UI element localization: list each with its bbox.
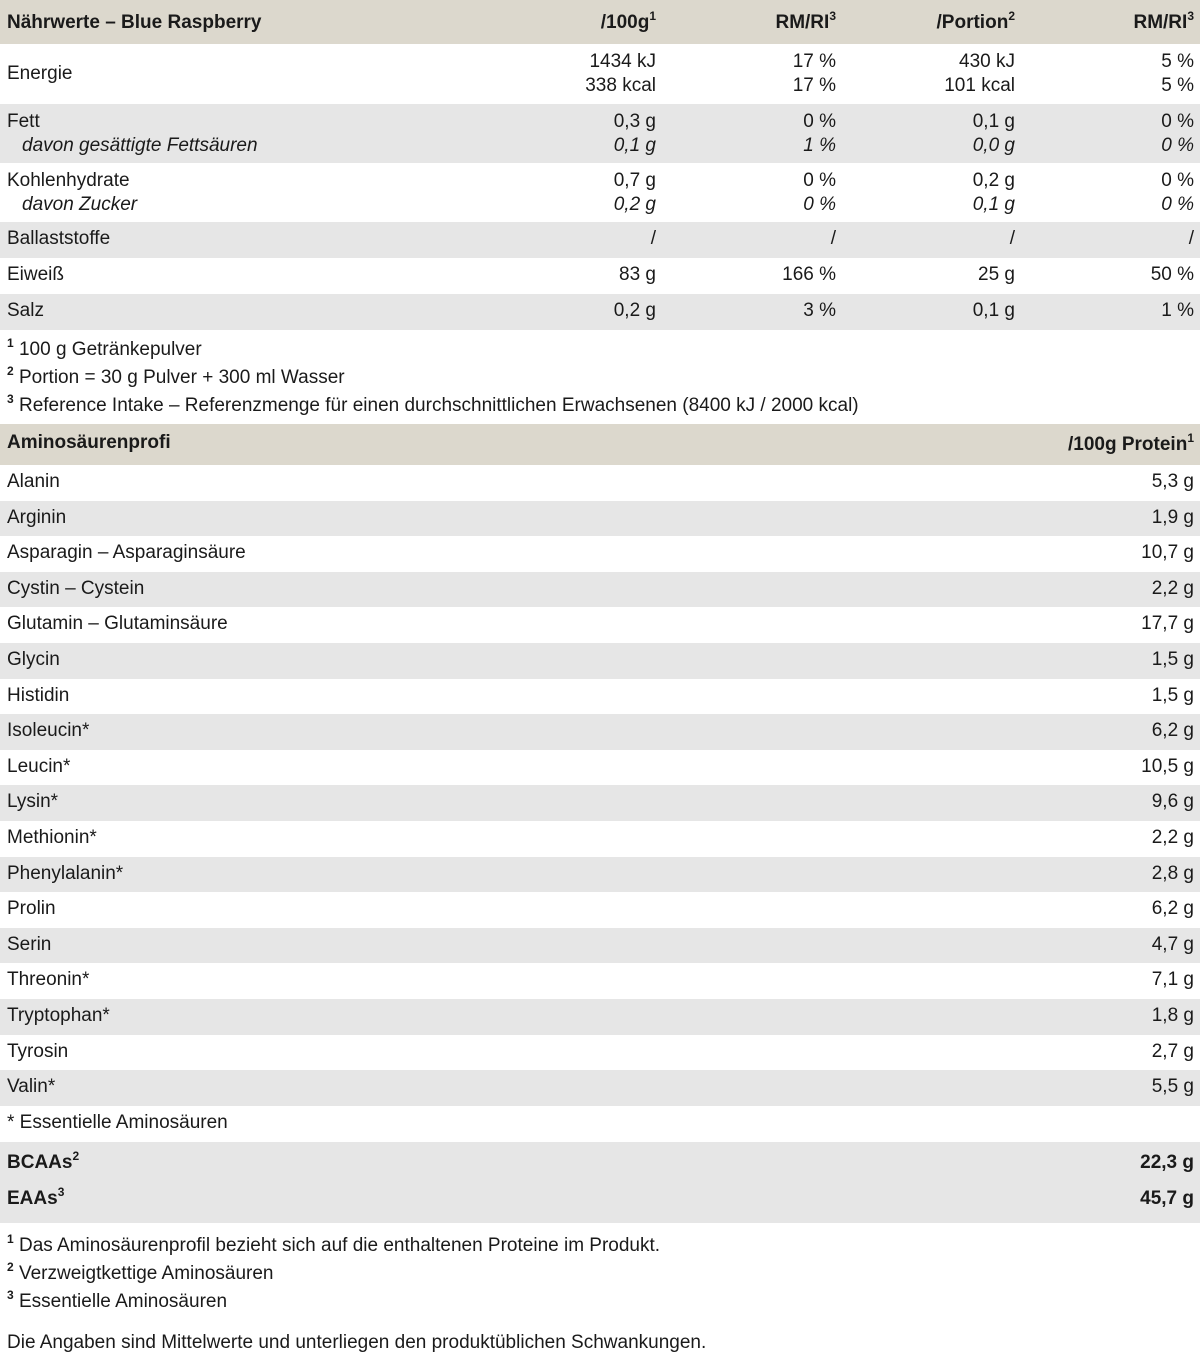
bcaa-row — [0, 1142, 1200, 1182]
amino-name: Leucin* — [7, 755, 71, 777]
eaa-label: EAAs$^3$ — [7, 1184, 65, 1209]
salt-value-portion: 0,1 g — [972, 300, 1015, 321]
col-rmri-portion: $RM/RI^3$ — [1133, 9, 1194, 33]
amino-footnote-3: $^3$ Essentielle Aminosäuren — [7, 1287, 228, 1312]
amino-footnote-1: $^1$ Das Aminosäurenprofil bezieht sich auf die enthaltenen Proteine im Produkt. — [7, 1231, 661, 1256]
amino-value: 2,7 g — [1151, 1040, 1194, 1062]
amino-footnotes — [0, 1223, 1200, 1314]
salt-rmri-100g: 3 % — [803, 300, 836, 321]
amino-value: 9,6 g — [1151, 791, 1194, 813]
protein-rmri-portion: 50 % — [1150, 264, 1194, 285]
amino-row — [0, 501, 1200, 537]
salt-value-100g: 0,2 g — [613, 300, 656, 321]
fiber-value-100g: / — [650, 228, 656, 249]
carbs-value-portion: 0,2 g 0,1 g — [972, 170, 1015, 215]
energy-rmri-100g: 17 % 17 % — [792, 51, 836, 96]
bcaa-label: BCAAs$^2$ — [7, 1148, 80, 1173]
carbs-value-100g: 0,7 g 0,2 g — [613, 170, 656, 215]
nutrition-table — [0, 0, 1200, 330]
amino-header-row — [0, 424, 1200, 465]
amino-name: Methionin* — [7, 826, 97, 848]
amino-name: Valin* — [7, 1076, 56, 1098]
nutrition-title: Nährwerte – Blue Raspberry — [7, 12, 262, 33]
salt-rmri-portion: 1 % — [1161, 300, 1194, 321]
carbs-row — [0, 163, 1200, 222]
amino-row — [0, 999, 1200, 1035]
amino-name: Tryptophan* — [7, 1004, 110, 1026]
amino-name: Tyrosin — [7, 1040, 69, 1062]
carbs-rmri-100g: 0 % 0 % — [803, 170, 836, 215]
amino-row — [0, 572, 1200, 608]
amino-value: 17,7 g — [1141, 613, 1194, 635]
amino-value: 4,7 g — [1151, 933, 1194, 955]
fiber-row — [0, 222, 1200, 258]
amino-name: Phenylalanin* — [7, 862, 124, 884]
protein-rmri-100g: 166 % — [782, 264, 836, 285]
nutrition-footnote-3: $^3$ Reference Intake – Referenzmenge für einen durchschnittlichen Erwachsenen (8400 kJ / 2000 kcal) — [7, 392, 859, 416]
energy-value-100g: 1434 kJ 338 kcal — [585, 51, 656, 96]
amino-row — [0, 1035, 1200, 1071]
salt-label: Salz — [7, 300, 44, 321]
amino-row — [0, 465, 1200, 501]
disclaimer: Die Angaben sind Mittelwerte und unterliegen den produktüblichen Schwankungen. — [7, 1331, 707, 1353]
protein-value-portion: 25 g — [978, 264, 1015, 285]
energy-label: Energie — [7, 63, 73, 84]
carbs-rmri-portion: 0 % 0 % — [1161, 170, 1194, 215]
col-per-100g-protein: /100g Protein$^1$ — [1067, 431, 1194, 455]
fiber-rmri-portion: / — [1188, 228, 1194, 249]
col-per-100g: $/100g^1$ — [600, 9, 656, 33]
salt-row — [0, 294, 1200, 330]
amino-value: 1,8 g — [1151, 1004, 1194, 1026]
amino-value: 7,1 g — [1151, 969, 1194, 991]
amino-row — [0, 750, 1200, 786]
essential-note: * Essentielle Aminosäuren — [0, 1106, 1200, 1142]
amino-row — [0, 892, 1200, 928]
amino-value: 1,5 g — [1151, 684, 1194, 706]
amino-row — [0, 714, 1200, 750]
nutrition-header-row — [0, 0, 1200, 44]
amino-row — [0, 1070, 1200, 1106]
fat-label: Fett davon gesättigte Fettsäuren — [7, 111, 258, 156]
amino-row — [0, 928, 1200, 964]
amino-name: Cystin – Cystein — [7, 577, 145, 599]
energy-row — [0, 44, 1200, 104]
amino-table — [0, 424, 1200, 1223]
fat-rmri-100g: 0 % 1 % — [803, 111, 836, 156]
amino-rows — [0, 465, 1200, 1106]
sugar-label: davon Zucker — [22, 194, 138, 215]
nutrition-footnote-2: $^2$ Portion = 30 g Pulver + 300 ml Wasser — [7, 364, 345, 388]
protein-label: Eiweiß — [7, 264, 65, 285]
amino-row — [0, 643, 1200, 679]
fat-row — [0, 104, 1200, 163]
amino-name: Serin — [7, 933, 52, 955]
amino-value: 10,5 g — [1141, 755, 1194, 777]
bcaa-value: 22,3 g — [1140, 1151, 1194, 1173]
saturated-fat-label: davon gesättigte Fettsäuren — [22, 135, 258, 156]
protein-row — [0, 258, 1200, 294]
nutrition-footnote-1: $^1$ 100 g Getränkepulver — [7, 336, 202, 360]
amino-value: 1,5 g — [1151, 648, 1194, 670]
eaa-row — [0, 1182, 1200, 1223]
energy-rmri-portion: 5 % 5 % — [1161, 51, 1194, 96]
amino-name: Threonin* — [7, 969, 90, 991]
amino-value: 5,3 g — [1151, 471, 1194, 492]
protein-value-100g: 83 g — [619, 264, 656, 285]
amino-value: 1,9 g — [1151, 506, 1194, 528]
fat-rmri-portion: 0 % 0 % — [1161, 111, 1194, 156]
amino-value: 6,2 g — [1151, 720, 1194, 742]
amino-name: Lysin* — [7, 791, 59, 813]
col-per-portion: /Portion$^2$ — [936, 9, 1015, 33]
amino-row — [0, 679, 1200, 715]
amino-value: 10,7 g — [1141, 542, 1194, 564]
amino-value: 2,2 g — [1151, 826, 1194, 848]
amino-value: 5,5 g — [1151, 1076, 1194, 1098]
fiber-label: Ballaststoffe — [7, 228, 111, 249]
amino-name: Histidin — [7, 684, 70, 706]
amino-value: 6,2 g — [1151, 898, 1194, 920]
col-rmri-100g: $RM/RI^3$ — [775, 9, 836, 33]
fat-value-portion: 0,1 g 0,0 g — [972, 111, 1015, 156]
amino-name: Prolin — [7, 898, 56, 920]
amino-name: Arginin — [7, 506, 67, 528]
energy-value-portion: 430 kJ 101 kcal — [944, 51, 1015, 96]
amino-row — [0, 821, 1200, 857]
nutrition-footnotes — [0, 330, 1200, 424]
amino-value: 2,8 g — [1151, 862, 1194, 884]
fiber-rmri-100g: / — [830, 228, 836, 249]
amino-name: Glutamin – Glutaminsäure — [7, 613, 228, 635]
fat-value-100g: 0,3 g 0,1 g — [613, 111, 656, 156]
amino-name: Asparagin – Asparaginsäure — [7, 542, 246, 564]
amino-name: Isoleucin* — [7, 720, 90, 742]
amino-footnote-2: $^2$ Verzweigtkettige Aminosäuren — [7, 1259, 274, 1284]
amino-value: 2,2 g — [1151, 577, 1194, 599]
amino-row — [0, 607, 1200, 643]
amino-row — [0, 857, 1200, 893]
amino-row — [0, 785, 1200, 821]
amino-row — [0, 963, 1200, 999]
amino-title: Aminosäurenprofi — [7, 432, 171, 453]
amino-row — [0, 536, 1200, 572]
amino-name: Alanin — [7, 471, 60, 492]
fiber-value-portion: / — [1009, 228, 1015, 249]
amino-name: Glycin — [7, 648, 60, 670]
carbs-label: Kohlenhydrate davon Zucker — [7, 170, 138, 215]
eaa-value: 45,7 g — [1140, 1187, 1194, 1209]
